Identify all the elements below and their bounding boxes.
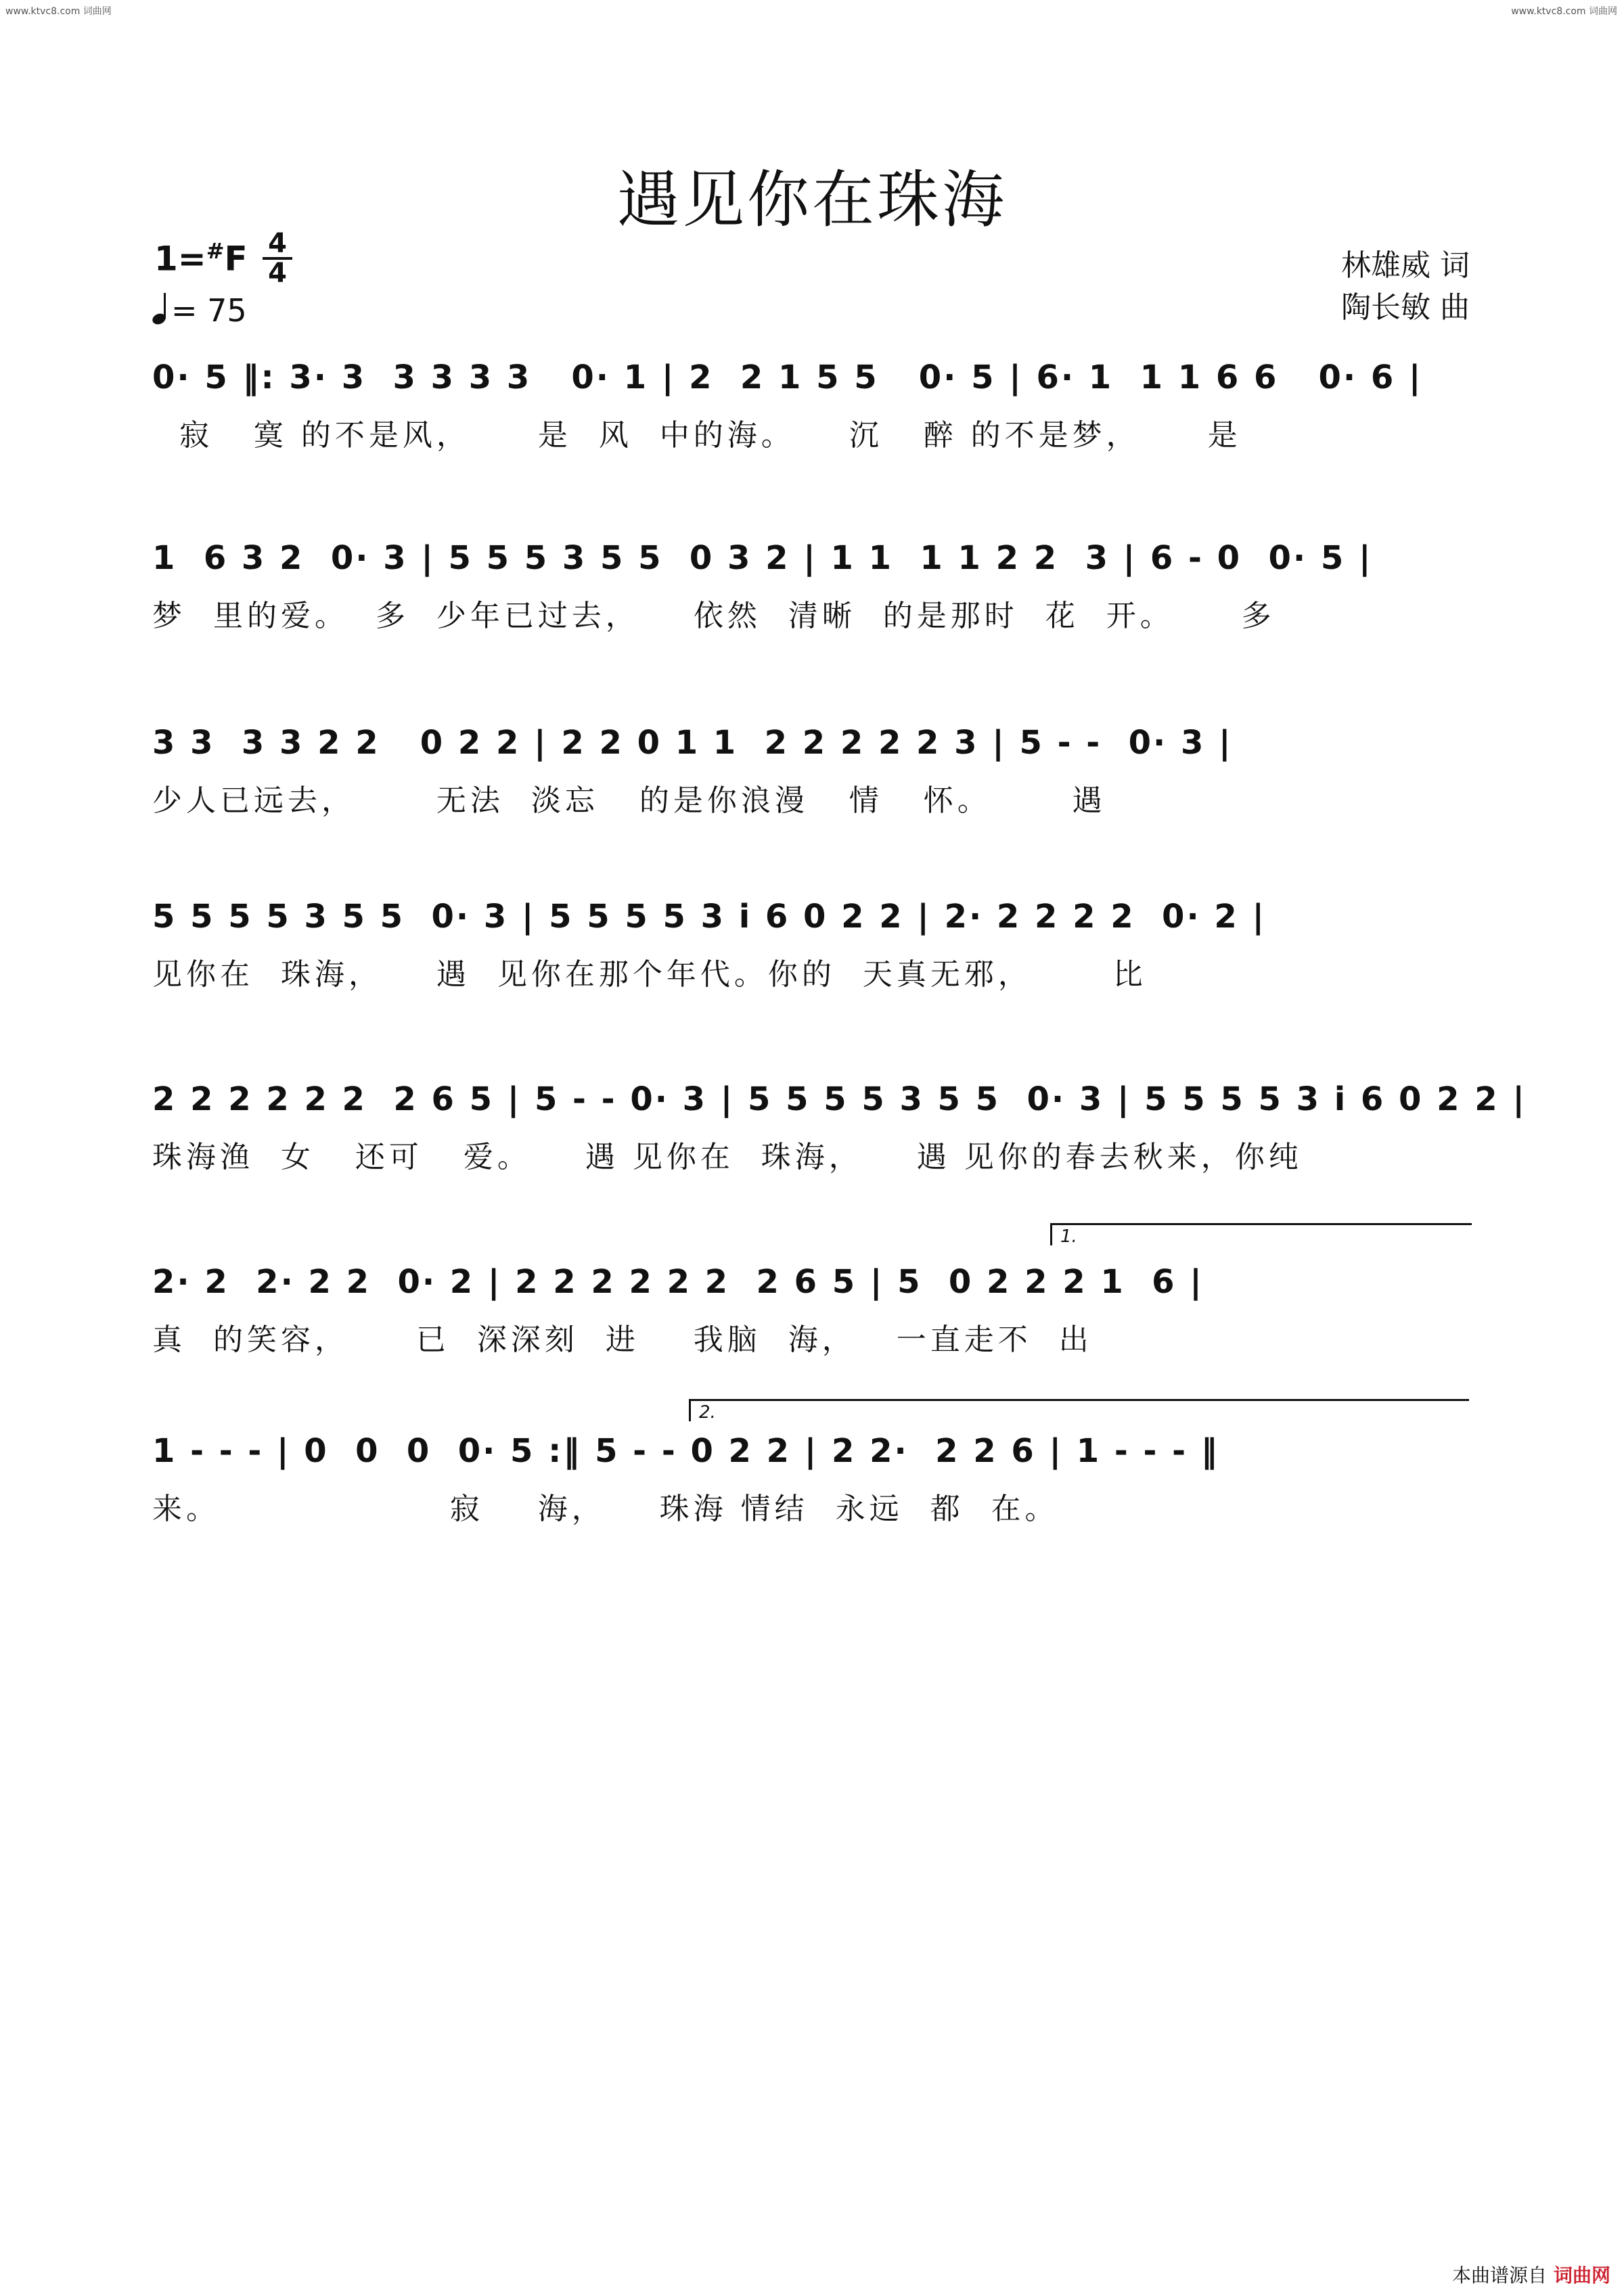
tempo-marking [152,292,247,329]
header-watermark-right: www.ktvc8.com 词曲网 [1511,6,1617,17]
lyric-line: 寂 寞 的不是风， 是 风 中的海。 沉 醉 的不是梦， 是 [152,418,1242,453]
quarter-note-icon [152,294,171,325]
key-letter: F [224,239,248,279]
footer-brand: 词曲网 [1553,2264,1610,2287]
lyric-line: 真 的笑容， 已 深深刻 进 我脑 海， 一直走不 出 [152,1323,1093,1357]
music-system-3 [152,722,1472,858]
key-prefix: 1= [154,239,206,279]
notation-line: 1 - - - | 0 0 0 0· 5 :‖ 5 - - 0 2 2 | 2 2· 2 2 6 | 1 - - - ‖ [152,1432,1219,1470]
notation-line: 5 5 5 5 3 5 5 0· 3 | 5 5 5 5 3 i 6 0 2 2 | 2· 2 2 2 2 0· 2 | [152,898,1267,936]
first-ending-label: 1. [1060,1226,1077,1247]
sharp-icon: # [206,238,225,264]
footer-source [1452,2261,1610,2288]
time-signature-bottom: 4 [263,257,292,287]
music-system-2 [152,538,1472,673]
music-system-7 [152,1431,1472,1566]
composer-credit: 陶长敏 曲 [1341,290,1470,325]
lyric-line: 梦 里的爱。 多 少年已过去， 依然 清晰 的是那时 花 开。 多 [152,599,1276,633]
notation-line: 3 3 3 3 2 2 0 2 2 | 2 2 0 1 1 2 2 2 2 2 3 | 5 - - 0· 3 | [152,724,1233,762]
notation-line: 2 2 2 2 2 2 2 6 5 | 5 - - 0· 3 | 5 5 5 5 3 5 5 0· 3 | 5 5 5 5 3 i 6 0 2 2 | [152,1080,1527,1118]
music-system-6 [152,1262,1472,1397]
second-ending-bracket [689,1399,1469,1421]
music-system-1 [152,357,1472,492]
first-ending-bracket [1050,1223,1472,1245]
lyric-line: 见你在 珠海， 遇 见你在那个年代。你的 天真无邪， 比 [152,957,1147,992]
lyric-line: 珠海渔 女 还可 爱。 遇 见你在 珠海， 遇 见你的春去秋来，你纯 [152,1140,1303,1174]
notation-line: 1 6 3 2 0· 3 | 5 5 5 3 5 5 0 3 2 | 1 1 1 1 2 2 3 | 6 - 0 0· 5 | [152,539,1373,577]
time-signature-top: 4 [268,228,287,259]
lyric-line: 少人已远去， 无法 淡忘 的是你浪漫 情 怀。 遇 [152,783,1106,818]
lyric-line: 来。 寂 海， 珠海 情结 永远 都 在。 [152,1492,1059,1526]
notation-line: 2· 2 2· 2 2 0· 2 | 2 2 2 2 2 2 2 6 5 | 5 0 2 2 2 1 6 | [152,1263,1204,1301]
music-system-4 [152,896,1472,1032]
second-ending-label: 2. [699,1402,716,1423]
header-watermark-left: www.ktvc8.com 词曲网 [5,6,112,17]
music-system-5 [152,1079,1527,1214]
time-signature [263,230,292,287]
tempo-value: = 75 [171,292,247,329]
footer-source-text: 本曲谱源自 [1451,2264,1547,2287]
notation-line: 0· 5 ‖: 3· 3 3 3 3 3 0· 1 | 2 2 1 5 5 0· 5 | 6· 1 1 1 6 6 0· 6 | [152,359,1423,396]
song-title: 遇见你在珠海 [616,164,1007,236]
key-signature [154,238,248,279]
lyricist-credit: 林雄威 词 [1341,248,1470,283]
